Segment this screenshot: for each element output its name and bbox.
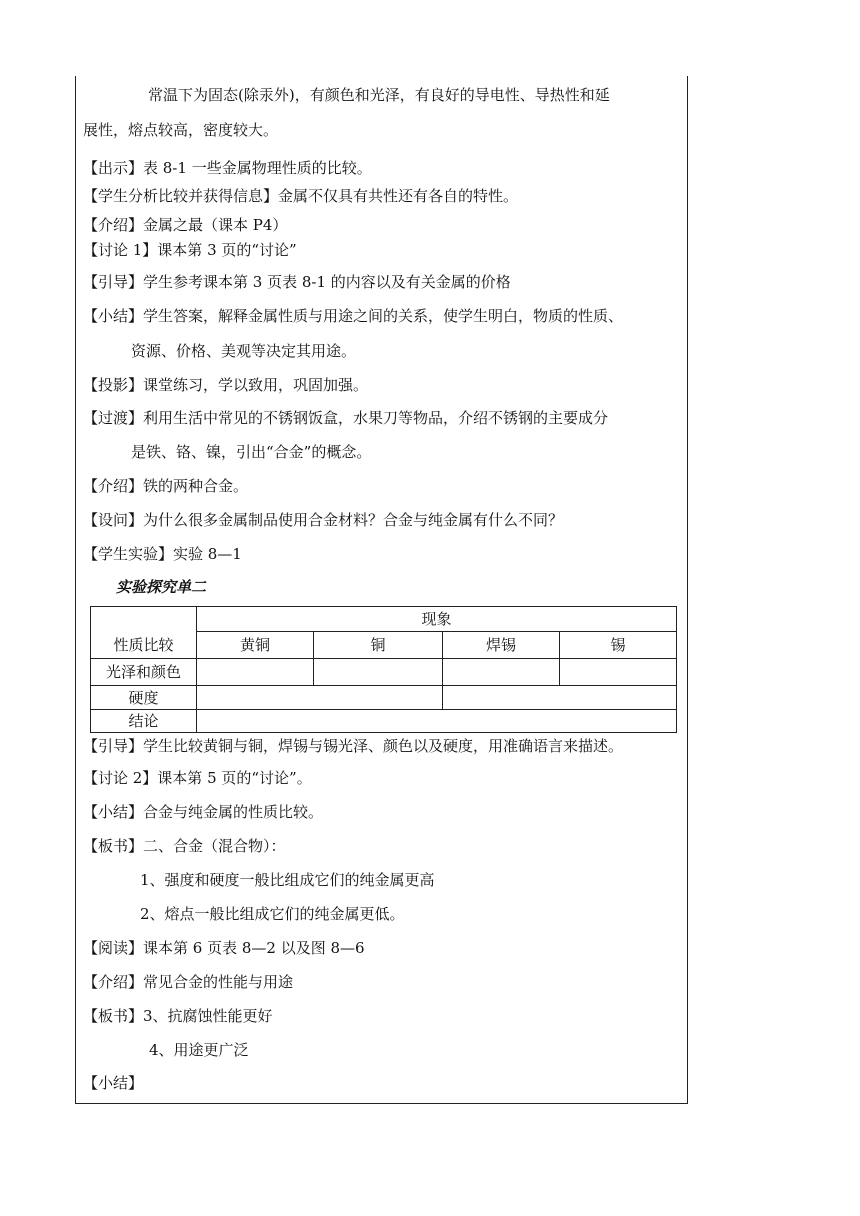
table-cell: [197, 686, 443, 710]
table-column-header: 焊锡: [443, 632, 560, 659]
table-cell: [443, 659, 560, 686]
table-cell: [314, 659, 443, 686]
table-row-label: 光泽和颜色: [91, 659, 197, 686]
text-line: 【过渡】利用生活中常见的不锈钢饭盒，水果刀等物品，介绍不锈钢的主要成分: [83, 409, 609, 427]
text-line: 资源、价格、美观等决定其用途。: [131, 342, 357, 360]
text-line: 【介绍】金属之最（课本 P4）: [83, 216, 288, 234]
table-cell: [197, 710, 677, 733]
text-line: 【介绍】铁的两种合金。: [83, 477, 249, 495]
text-line: 【介绍】常见合金的性能与用途: [83, 973, 294, 991]
table-row-label: 结论: [91, 710, 197, 733]
table-group-header: 现象: [197, 607, 677, 632]
section-heading: 实验探究单二: [116, 578, 207, 596]
table-column-header: 黄铜: [197, 632, 314, 659]
text-line: 展性，熔点较高，密度较大。: [83, 121, 279, 139]
table-row-label: 硬度: [91, 686, 197, 710]
table-cell: [443, 686, 677, 710]
text-line: 【板书】二、合金（混合物）：: [83, 837, 286, 855]
text-line: 【板书】3、抗腐蚀性能更好: [83, 1007, 273, 1025]
text-line: 1、强度和硬度一般比组成它们的纯金属更高: [140, 871, 435, 889]
table-cell: [560, 659, 677, 686]
text-line: 【引导】学生比较黄铜与铜，焊锡与锡光泽、颜色以及硬度，用准确语言来描述。: [83, 737, 624, 755]
text-line: 【小结】学生答案，解释金属性质与用途之间的关系，使学生明白，物质的性质、: [83, 307, 624, 325]
text-line: 【学生分析比较并获得信息】金属不仅具有共性还有各自的特性。: [83, 187, 519, 205]
text-line: 【出示】表 8-1 一些金属物理性质的比较。: [83, 159, 372, 177]
text-line: 【讨论 1】课本第 3 页的“讨论”: [83, 241, 297, 259]
text-line: 常温下为固态(除汞外)，有颜色和光泽，有良好的导电性、导热性和延: [148, 86, 610, 104]
experiment-table: [90, 606, 677, 733]
table-row-header: 性质比较: [91, 607, 197, 659]
text-line: 【设问】为什么很多金属制品使用合金材料？合金与纯金属有什么不同？: [83, 511, 564, 529]
text-line: 2、熔点一般比组成它们的纯金属更低。: [140, 905, 405, 923]
text-line: 【投影】课堂练习，学以致用，巩固加强。: [83, 376, 369, 394]
text-line: 【引导】学生参考课本第 3 页表 8-1 的内容以及有关金属的价格: [83, 273, 511, 291]
text-line: 【讨论 2】课本第 5 页的“讨论”。: [83, 769, 312, 787]
text-line: 【小结】合金与纯金属的性质比较。: [83, 803, 324, 821]
table-cell: [197, 659, 314, 686]
text-line: 【阅读】课本第 6 页表 8—2 以及图 8—6: [83, 939, 365, 957]
text-line: 4、用途更广泛: [149, 1041, 249, 1059]
text-line: 【小结】: [83, 1074, 144, 1092]
table-column-header: 锡: [560, 632, 677, 659]
text-line: 【学生实验】实验 8—1: [83, 545, 242, 563]
table-column-header: 铜: [314, 632, 443, 659]
text-line: 是铁、铬、镍，引出“合金”的概念。: [131, 443, 372, 461]
